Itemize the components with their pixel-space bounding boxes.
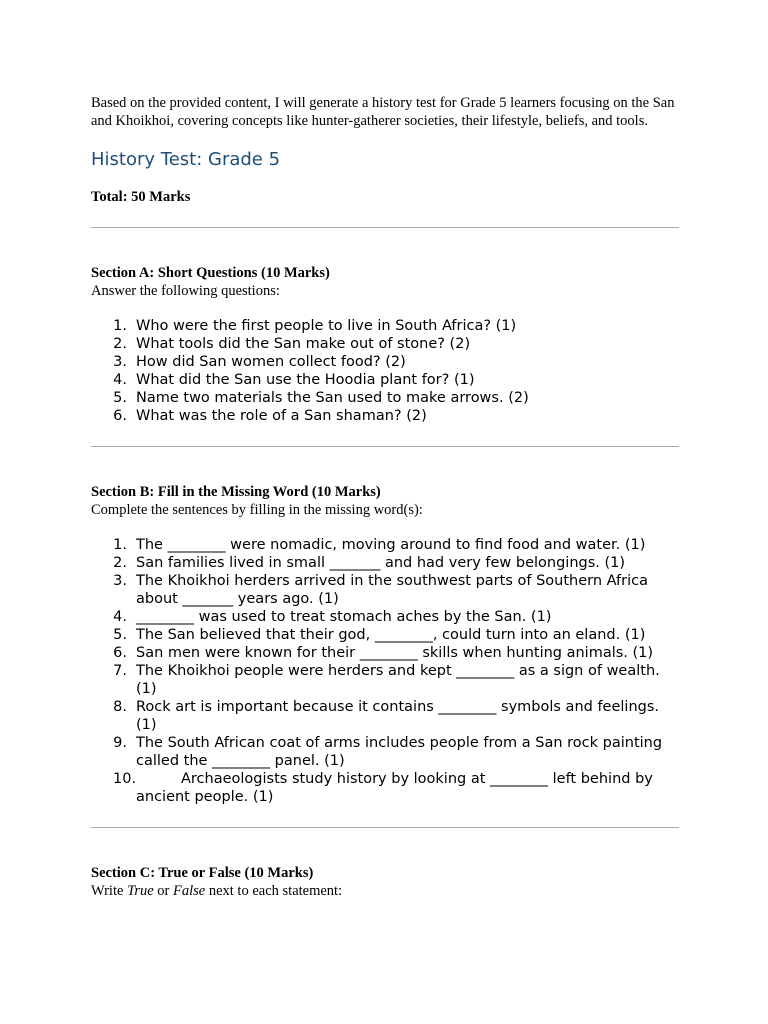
section-a — [91, 264, 679, 425]
section-b-heading: Section B: Fill in the Missing Word (10 Marks) — [91, 484, 381, 500]
item-text: The South African coat of arms includes people from a San rock painting called the ________ panel. (1) — [136, 735, 663, 769]
item-number: 3. — [113, 573, 127, 589]
item-number: 2. — [113, 555, 127, 571]
item-number: 2. — [113, 336, 127, 352]
item-number: 6. — [113, 408, 127, 424]
list-item — [91, 353, 679, 371]
item-number: 7. — [113, 663, 127, 679]
list-item — [91, 698, 679, 734]
section-a-question-list — [91, 317, 679, 425]
item-text: What did the San use the Hoodia plant for? (1) — [136, 372, 475, 388]
list-item — [91, 626, 679, 644]
item-number: 4. — [113, 609, 127, 625]
item-text: The San believed that their god, ________, could turn into an eland. (1) — [136, 627, 646, 643]
item-text: San men were known for their ________ skills when hunting animals. (1) — [136, 645, 654, 661]
item-text: What was the role of a San shaman? (2) — [136, 408, 427, 424]
item-text: What tools did the San make out of stone? (2) — [136, 336, 471, 352]
section-b-question-list — [91, 536, 679, 806]
list-item — [91, 734, 679, 770]
list-item — [91, 371, 679, 389]
item-text: Archaeologists study history by looking at ________ left behind by ancient people. (1) — [136, 771, 653, 805]
item-text: San families lived in small _______ and had very few belongings. (1) — [136, 555, 626, 571]
list-item — [91, 389, 679, 407]
list-item — [91, 317, 679, 335]
instruction-true: True — [127, 883, 154, 899]
item-text: The Khoikhoi herders arrived in the southwest parts of Southern Africa about _______ years ago. (1) — [136, 573, 648, 607]
section-b — [91, 483, 679, 806]
section-a-instruction: Answer the following questions: — [91, 283, 280, 299]
item-text: ________ was used to treat stomach aches by the San. (1) — [136, 609, 552, 625]
section-c-heading: Section C: True or False (10 Marks) — [91, 865, 314, 881]
section-c-instruction — [91, 882, 679, 900]
item-text: The ________ were nomadic, moving around to find food and water. (1) — [136, 537, 646, 553]
instruction-false: False — [173, 883, 206, 899]
divider — [91, 827, 679, 828]
item-number: 3. — [113, 354, 127, 370]
section-c — [91, 864, 679, 900]
item-number: 6. — [113, 645, 127, 661]
item-number: 4. — [113, 372, 127, 388]
document-page — [91, 94, 679, 900]
intro-paragraph: Based on the provided content, I will generate a history test for Grade 5 learners focusing on the San and Khoikhoi, covering concepts like hunter-gatherer societies, their lifestyle, beliefs, and tools. — [91, 95, 675, 129]
section-b-instruction: Complete the sentences by filling in the missing word(s): — [91, 502, 423, 518]
list-item — [91, 407, 679, 425]
item-number: 10. — [113, 771, 137, 787]
list-item — [91, 536, 679, 554]
item-text: Name two materials the San used to make arrows. (2) — [136, 390, 529, 406]
instruction-text: next to each statement: — [205, 883, 343, 899]
item-number: 8. — [113, 699, 127, 715]
item-text: The Khoikhoi people were herders and kept ________ as a sign of wealth. (1) — [136, 663, 660, 697]
instruction-text: Write — [91, 883, 128, 899]
page-title: History Test: Grade 5 — [91, 149, 281, 170]
list-item — [91, 608, 679, 626]
list-item — [91, 662, 679, 698]
list-item — [91, 770, 679, 806]
list-item — [91, 554, 679, 572]
list-item — [91, 572, 679, 608]
item-number: 9. — [113, 735, 127, 751]
item-text: Who were the first people to live in South Africa? (1) — [136, 318, 517, 334]
instruction-text: or — [153, 883, 173, 899]
item-number: 5. — [113, 390, 127, 406]
list-item — [91, 644, 679, 662]
item-number: 1. — [113, 318, 127, 334]
list-item — [91, 335, 679, 353]
section-a-heading: Section A: Short Questions (10 Marks) — [91, 265, 330, 281]
item-text: Rock art is important because it contains ________ symbols and feelings. (1) — [136, 699, 660, 733]
total-marks: Total: 50 Marks — [91, 189, 191, 205]
divider — [91, 227, 679, 228]
item-text: How did San women collect food? (2) — [136, 354, 406, 370]
item-number: 1. — [113, 537, 127, 553]
item-number: 5. — [113, 627, 127, 643]
divider — [91, 446, 679, 447]
